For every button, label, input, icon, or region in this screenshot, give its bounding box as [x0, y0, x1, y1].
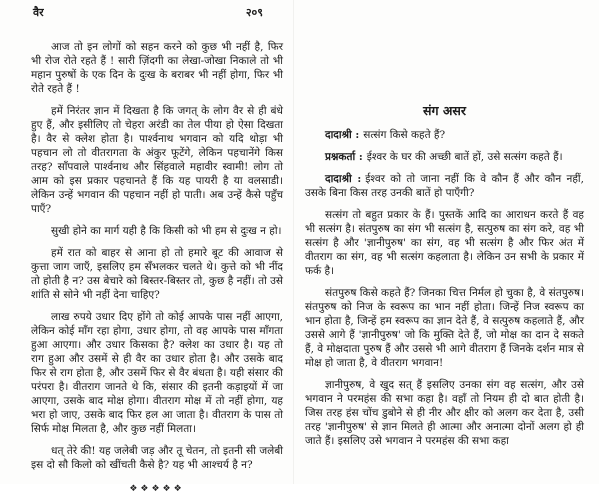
paragraph: सत्संग तो बहुत प्रकार के हैं। पुस्तकें आदि का आराधन करते हैं वह भी सत्संग है। संतपुरुष का संग भी सत्संग है, सत्पुरुष का संग करे, वह भी सत्संग है और 'ज्ञानीपुरुष' का संग, वह भी सत्संग है और फिर अंत में वीतराग का संग, वह भी सत्संग कहलाता है। लेकिन उन सभी के प्रकार में फर्क है।	[305, 209, 584, 277]
paragraph: लाख रुपये उधार दिए होंगे तो कोई आपके पास नहीं आएगा, लेकिन कोई माँग रहा होगा, उधार होगा, तो वह आपके पास माँगता हुआ आएगा। और उधार किसका है? क्लेश का उधार है। यह तो राग हुआ और उसमें से ही वैर का उधार होता है। और उसके बाद फिर से राग होता है, और उसमें फिर से वैर बंधता है। यही संसार की परंपरा है। वीतराग जानते थे कि, संसार की इतनी कड़ाइयों में जा आएगा, उसके बाद मोक्ष होगा। वीतराग मोक्ष में तो नहीं होगा, यह भरा हो जाए, उसके बाद फिर हल आ जाता है। वीतराग के पास तो सिर्फ मोक्ष मिलता है, और कुछ नहीं मिलता।	[31, 311, 283, 435]
paragraph: सुखी होने का मार्ग यही है कि किसी को भी हम से दुःख न हो।	[51, 225, 282, 237]
paragraph: हमें रात को बाहर से आना हो तो हमारे बूट की आवाज से कुत्ता जाग जाएँ, इसलिए हम सँभलकर चलते थे। कुत्ते को भी नींद तो होती है न? उस बेचारे को बिस्तर-बिस्तर तो, कुछ है नहीं। तो उसे शांति से सोने भी नहीं देना चाहिए?	[31, 247, 283, 301]
section-end-ornament: ❖❖❖❖❖	[129, 484, 185, 494]
paragraph: हमें निरंतर ज्ञान में दिखता है कि जगत् के लोग वैर से ही बंधे हुए हैं, और इसीलिए तो चेहरा अरंडी का तेल पीया हो ऐसा दिखता है। वैर से क्लेश होता है। पार्श्वनाथ भगवान को यदि थोड़ा भी पहचान लो तो वीतरागता के अंकुर फूटेंगे, लेकिन पहचानेंगे किस तरह? साँपवाले पार्श्वनाथ और सिंहवाले महावीर स्वामी! लोग तो आम को इस प्रकार पहचानते हैं कि यह पायरी है या वलसाडी। लेकिन उन्हें भगवान की पहचान नहीं हो पाती। अब उन्हें कैसे पहुँच पाएँ?	[31, 105, 283, 215]
dialogue-line	[305, 128, 584, 142]
dialogue-text: सत्संग किसे कहते हैं?	[363, 129, 446, 141]
page-gutter	[293, 0, 294, 484]
page-number: २०९	[245, 6, 263, 19]
dialogue-line	[305, 150, 584, 164]
paragraph: ज्ञानीपुरुष, वे खुद सत् हैं इसलिए उनका संग वह सत्संग, और उसे भगवान ने परमहंस की सभा कहा है। वहाँ तो नियम ही दो बात होती है। जिस तरह हंस चोंच डुबोने से ही नीर और क्षीर को अलग कर देता है, उसी तरह 'ज्ञानीपुरुष' से ज्ञान मिलते ही आत्मा और अनात्मा दोनों अलग हो ही जाते हैं। इसलिए उसे भगवान ने परमहंस की सभा कहा	[305, 379, 584, 447]
left-page-body	[31, 40, 283, 496]
speaker-label: दादाश्री :	[325, 173, 362, 185]
speaker-label: प्रश्नकर्ता :	[325, 151, 363, 163]
chapter-heading: संग असर	[423, 103, 466, 118]
dialogue-text: ईश्वर को तो जाना नहीं कि वे कौन हैं और कौन नहीं, उसके बिना किस तरह उनकी बातें हो पाएँगी?	[305, 173, 584, 199]
left-page	[31, 6, 283, 496]
speaker-label: दादाश्री :	[325, 129, 360, 141]
dialogue-text: ईश्वर के घर की अच्छी बातें हों, उसे सत्संग कहते हैं।	[366, 151, 563, 163]
paragraph: संतपुरुष किसे कहते हैं? जिनका चित्त निर्मल हो चुका है, वे संतपुरुष। संतपुरुष को निज के स्वरूप का भान नहीं होता। जिन्हें निज स्वरूप का भान होता है, जिन्हें हम स्वरूप का ज्ञान देते हैं, वे सत्पुरुष कहलाते हैं, और उससे आगे हैं 'ज्ञानीपुरुष' जो कि मुक्ति देते हैं, जो मोक्ष का दान दे सकते हैं, वे मोक्षदाता पुरुष हैं और उससे भी आगे वीतराग हैं जिनके दर्शन मात्र से मोक्ष हो जाता है, वे वीतराग भगवान!	[305, 287, 584, 369]
running-head-title: वैर	[33, 6, 44, 19]
dialogue-line	[305, 172, 584, 200]
paragraph: धत् तेरे की! यह जलेबी जड़ और तू चेतन, तो इतनी सी जलेबी इस दो सौ किलो को खींचती कैसे है? यह भी आश्चर्य है न?	[31, 445, 283, 471]
running-header	[31, 6, 283, 22]
paragraph: आज तो इन लोगों को सहन करने को कुछ भी नहीं है, फिर भी रोज रोते रहते हैं ! सारी ज़िंदगी का लेखा-जोखा निकाले तो भी महान पुरुषों के एक दिन के दुःख के बराबर भी नहीं होगा, फिर भी रोते रहते हैं !	[31, 41, 283, 95]
right-page	[305, 103, 584, 456]
